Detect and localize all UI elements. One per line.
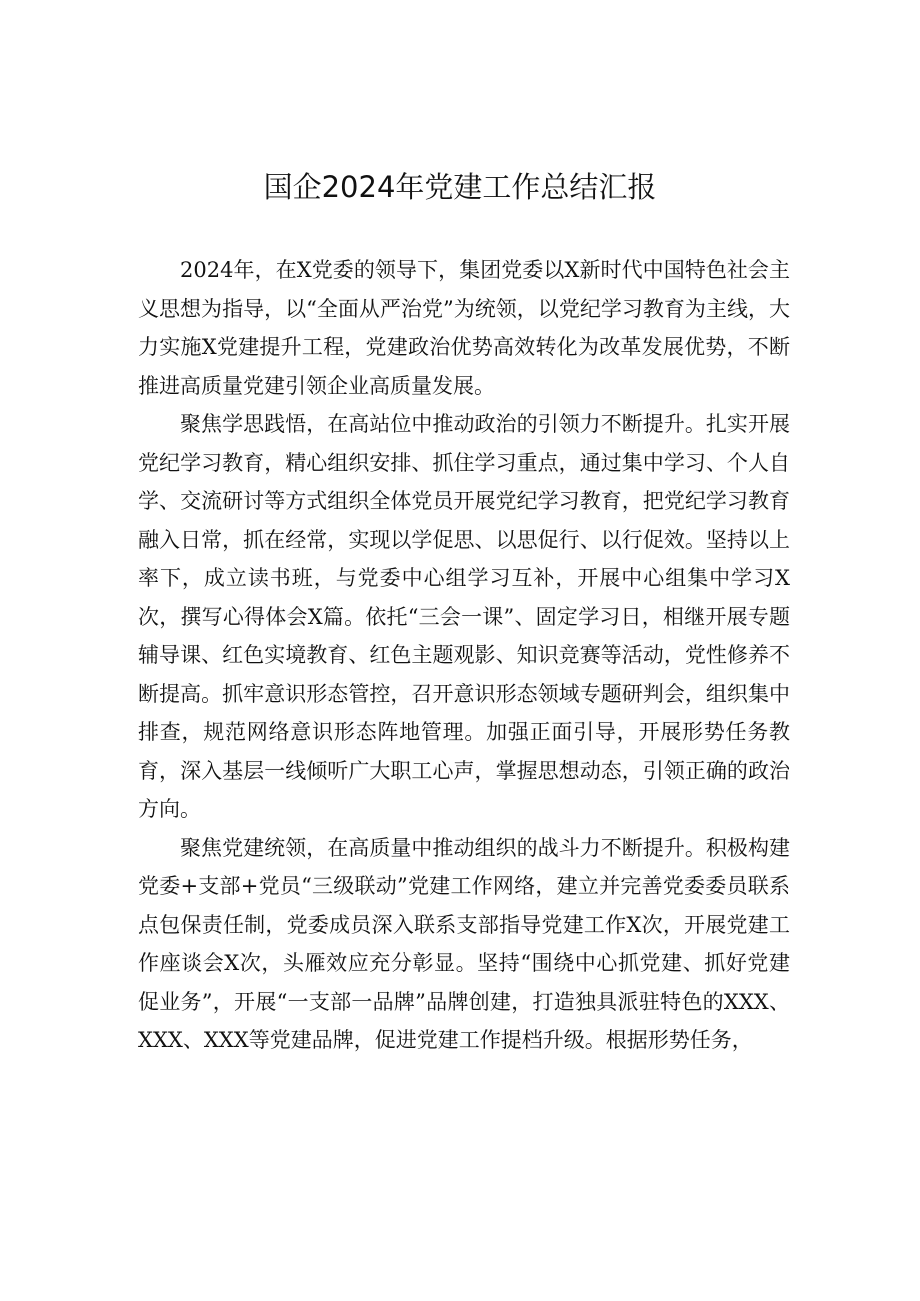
paragraph-intro: 2024年，在X党委的领导下，集团党委以X新时代中国特色社会主义思想为指导，以“全面从严治党”为统领，以党纪学习教育为主线，大力实施X党建提升工程，党建政治优势高效转化为改革发展优势，不断推进高质量党建引领企业高质量发展。 — [138, 258, 790, 398]
page-title: 国企2024年党建工作总结汇报 — [263, 170, 657, 204]
paragraph-party-building: 聚焦党建统领，在高质量中推动组织的战斗力不断提升。积极构建党委+支部+党员“三级联动”党建工作网络，建立并完善党委委员联系点包保责任制，党委成员深入联系支部指导党建工作X次，开展党建工作座谈会X次，头雁效应充分彰显。坚持“围绕中心抓党建、抓好党建促业务”，开展“一支部一品牌”品牌创建，打造独具派驻特色的XXX、XXX、XXX等党建品牌，促进党建工作提档升级。根据形势任务， — [138, 835, 790, 1052]
document-body — [138, 251, 790, 1060]
paragraph-political-leadership: 聚焦学思践悟，在高站位中推动政治的引领力不断提升。扎实开展党纪学习教育，精心组织安排、抓住学习重点，通过集中学习、个人自学、交流研讨等方式组织全体党员开展党纪学习教育，把党纪学习教育融入日常，抓在经常，实现以学促思、以思促行、以行促效。坚持以上率下，成立读书班，与党委中心组学习互补，开展中心组集中学习X次，撰写心得体会X篇。依托“三会一课”、固定学习日，相继开展专题辅导课、红色实境教育、红色主题观影、知识竞赛等活动，党性修养不断提高。抓牢意识形态管控，召开意识形态领域专题研判会，组织集中排查，规范网络意识形态阵地管理。加强正面引导，开展形势任务教育，深入基层一线倾听广大职工心声，掌握思想动态，引领正确的政治方向。 — [138, 412, 790, 821]
